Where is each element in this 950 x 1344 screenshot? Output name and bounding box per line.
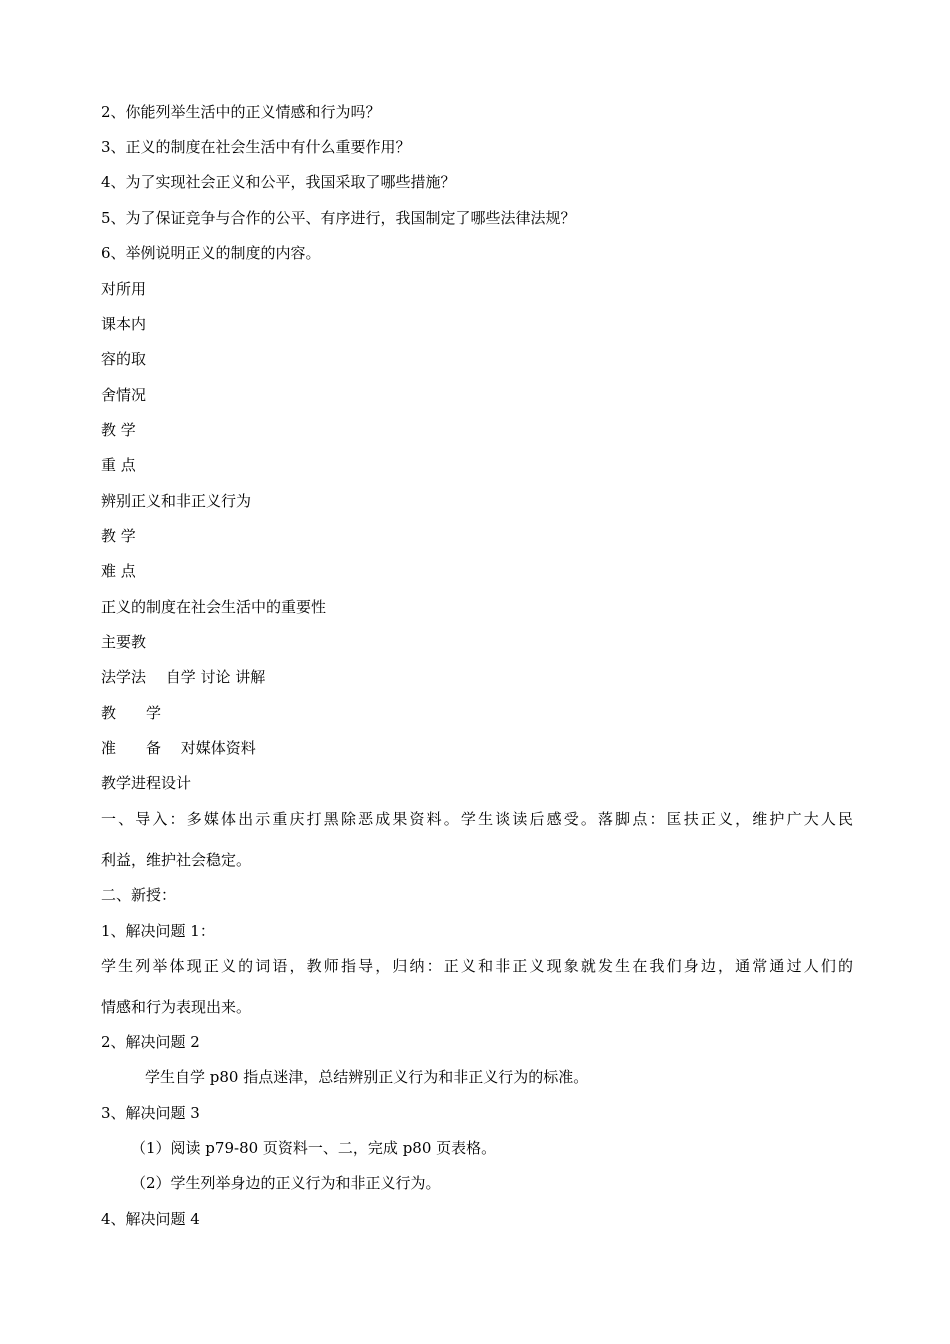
key-point-label-2: 重 点 [101, 456, 136, 474]
process-design-heading: 教学进程设计 [101, 774, 192, 792]
difficulty-label-2: 难 点 [101, 562, 136, 580]
step-1-text-2: 情感和行为表现出来。 [101, 998, 252, 1016]
key-point-label-1: 教 学 [101, 421, 136, 439]
step-2-heading: 2、解决问题 2 [101, 1033, 200, 1051]
step-3-heading: 3、解决问题 3 [101, 1104, 200, 1122]
content-choice-label-4: 舍情况 [101, 386, 147, 404]
step-3-item-2: （2）学生列举身边的正义行为和非正义行为。 [131, 1174, 441, 1192]
question-2: 2、你能列举生活中的正义情感和行为吗？ [101, 103, 381, 121]
content-choice-label-2: 课本内 [101, 315, 147, 333]
method-line: 法学法 自学 讨论 讲解 [101, 668, 266, 686]
question-5: 5、为了保证竞争与合作的公平、有序进行，我国制定了哪些法律法规？ [101, 209, 576, 227]
key-point-value: 辨别正义和非正义行为 [101, 492, 252, 510]
question-4: 4、为了实现社会正义和公平，我国采取了哪些措施？ [101, 173, 456, 191]
question-3: 3、正义的制度在社会生活中有什么重要作用？ [101, 138, 411, 156]
content-choice-label-1: 对所用 [101, 280, 147, 298]
step-1-heading: 1、解决问题 1： [101, 922, 215, 940]
step-3-item-1: （1）阅读 p79-80 页资料一、二，完成 p80 页表格。 [131, 1139, 497, 1157]
preparation-line: 准 备 对媒体资料 [101, 739, 256, 757]
difficulty-value: 正义的制度在社会生活中的重要性 [101, 598, 327, 616]
method-label-1: 主要教 [101, 633, 147, 651]
step-1-text-1: 学生列举体现正义的词语，教师指导，归纳：正义和非正义现象就发生在我们身边，通常通过人们的 [101, 957, 853, 975]
question-6: 6、举例说明正义的制度的内容。 [101, 244, 321, 262]
content-choice-label-3: 容的取 [101, 350, 147, 368]
intro-line-1: 一、导入：多媒体出示重庆打黑除恶成果资料。学生谈读后感受。落脚点：匡扶正义，维护广大人民 [101, 810, 853, 828]
step-2-text: 学生自学 p80 指点迷津，总结辨别正义行为和非正义行为的标准。 [145, 1068, 589, 1086]
new-lesson-heading: 二、新授： [101, 886, 177, 904]
step-4-heading: 4、解决问题 4 [101, 1210, 200, 1228]
difficulty-label-1: 教 学 [101, 527, 136, 545]
preparation-label-1: 教 学 [101, 704, 162, 722]
intro-line-2: 利益，维护社会稳定。 [101, 851, 252, 869]
